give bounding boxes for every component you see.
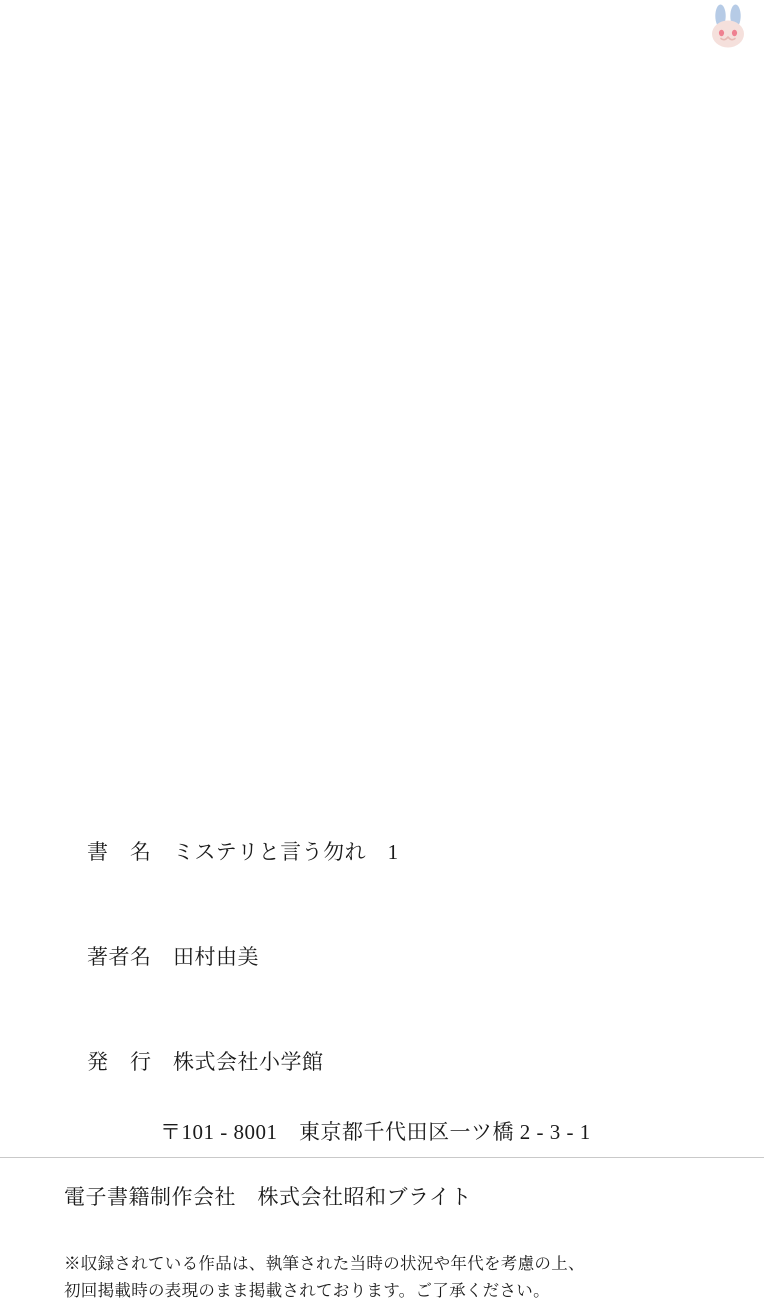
credit-label-publisher: 発 行 bbox=[87, 1050, 152, 1074]
credit-label-author: 著者名 bbox=[87, 945, 152, 969]
credit-value-author: 田村由美 bbox=[173, 945, 259, 969]
credit-row-publisher bbox=[64, 1010, 700, 1115]
colophon-block bbox=[0, 800, 764, 1304]
content-notice-line-2: 初回掲載時の表現のまま掲載されております。ご了承ください。 bbox=[64, 1281, 550, 1300]
content-notice-line-1: ※収録されている作品は、執筆された当時の状況や年代を考慮の上、 bbox=[64, 1254, 585, 1273]
credit-value-title: ミステリと言う勿れ 1 bbox=[173, 840, 399, 864]
content-notice bbox=[64, 1250, 700, 1304]
credit-row-author bbox=[64, 905, 700, 1010]
page-bottom-divider bbox=[0, 1157, 764, 1158]
credit-value-publisher: 株式会社小学館 bbox=[173, 1050, 324, 1074]
ebook-producer: 電子書籍制作会社 株式会社昭和ブライト bbox=[64, 1185, 472, 1209]
bunny-logo bbox=[692, 0, 764, 54]
publisher-address: 〒101 - 8001 東京都千代田区一ツ橋 2 - 3 - 1 bbox=[160, 1120, 591, 1144]
credit-row-title bbox=[64, 800, 700, 905]
credit-label-title: 書 名 bbox=[87, 840, 152, 864]
